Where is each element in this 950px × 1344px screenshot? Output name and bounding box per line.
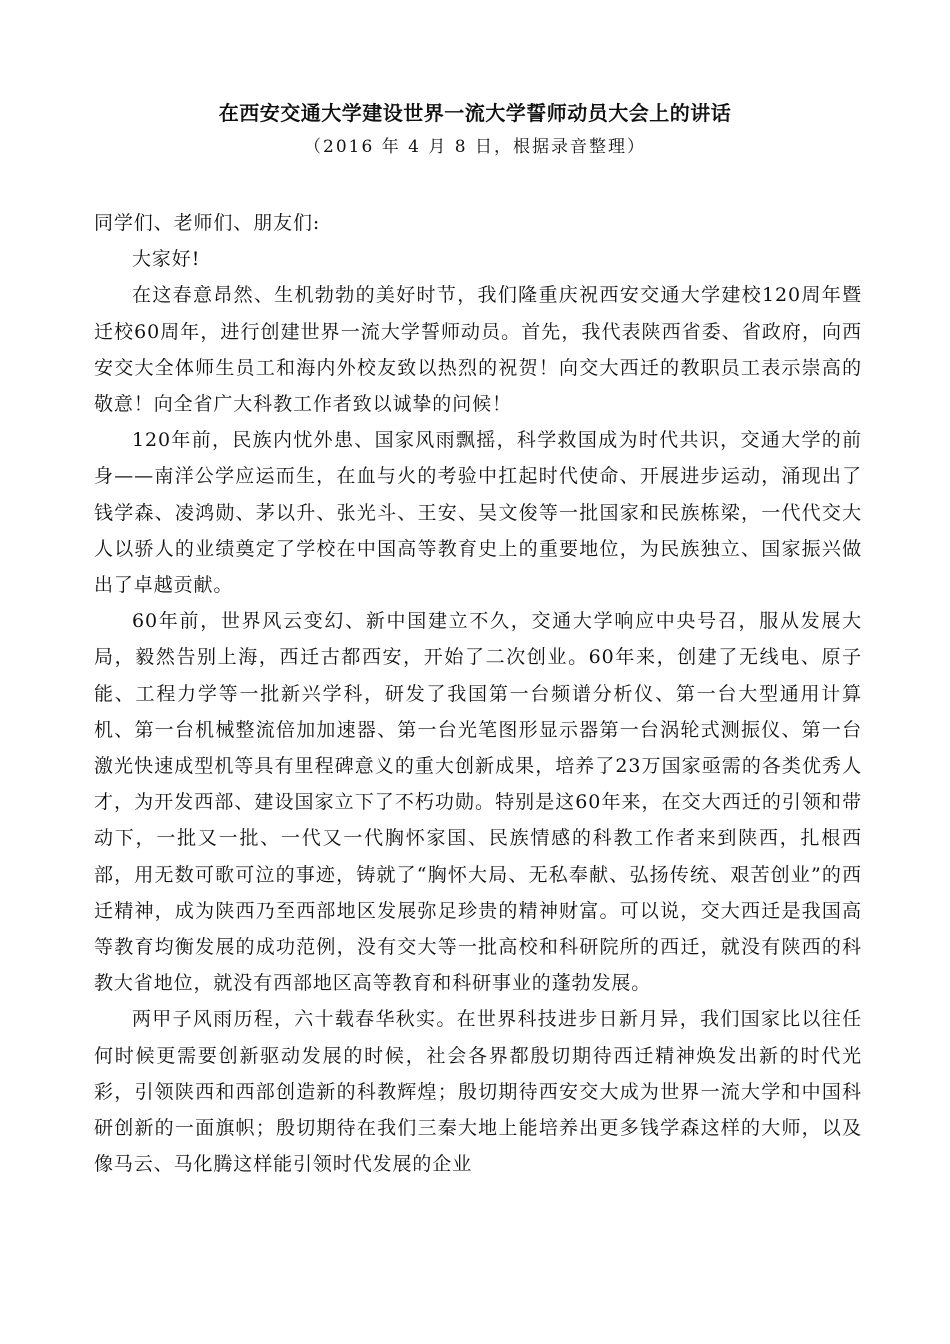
greeting: 大家好! [132, 248, 201, 271]
paragraph: 60年前，世界风云变幻、新中国建立不久，交通大学响应中央号召，服从发展大局，毅然告别上海，西迁古都西安，开始了二次创业。60年来，创建了无线电、原子能、工程力学等一批新兴学科，研发了我国第一台频谱分析仪、第一台大型通用计算机、第一台机械整流倍加加速器、第一台光笔图形显示器第一台涡轮式测振仪、第一台激光快速成型机等具有里程碑意义的重大创新成果，培养了23万国家亟需的各类优秀人才，为开发西部、建设国家立下了不朽功勋。特别是这60年来，在交大西迁的引领和带动下，一批又一批、一代又一代胸怀家国、民族情感的科教工作者来到陕西，扎根西部，用无数可歌可泣的事迹，铸就了“胸怀大局、无私奉献、弘扬传统、艰苦创业”的西迁精神，成为陕西乃至西部地区发展弥足珍贵的精神财富。可以说，交大西迁是我国高等教育均衡发展的成功范例，没有交大等一批高校和科研院所的西迁，就没有陕西的科教大省地位，就没有西部地区高等教育和科研事业的蓬勃发展。 [94, 610, 862, 995]
salutation: 同学们、老师们、朋友们: [94, 212, 321, 234]
paragraph: 两甲子风雨历程，六十载春华秋实。在世界科技进步日新月异，我们国家比以往任何时候更需要创新驱动发展的时候，社会各界都殷切期待西迁精神焕发出新的时代光彩，引领陕西和西部创造新的科教辉煌；殷切期待西安交大成为世界一流大学和中国科研创新的一面旗帜；殷切期待在我们三秦大地上能培养出更多钱学森这样的大师，以及像马云、马化腾这样能引领时代发展的企业 [94, 1008, 862, 1176]
paragraph: 120年前，民族内忧外患、国家风雨飘摇，科学救国成为时代共识，交通大学的前身——南洋公学应运而生，在血与火的考验中扛起时代使命、开展进步运动，涌现出了钱学森、凌鸿勋、茅以升、张光斗、王安、吴文俊等一批国家和民族栋梁，一代代交大人以骄人的业绩奠定了学校在中国高等教育史上的重要地位，为民族独立、国家振兴做出了卓越贡献。 [94, 429, 862, 597]
document-body [94, 205, 862, 1182]
document-title: 在西安交通大学建设世界一流大学誓师动员大会上的讲话 [218, 101, 732, 125]
paragraph: 在这春意昂然、生机勃勃的美好时节，我们隆重庆祝西安交通大学建校120周年暨迁校60周年，进行创建世界一流大学誓师动员。首先，我代表陕西省委、省政府，向西安交大全体师生员工和海内外校友致以热烈的祝贺！向交大西迁的教职员工表示崇高的敬意！向全省广大科教工作者致以诚挚的问候！ [94, 284, 862, 416]
document-subtitle: （2016 年 4 月 8 日，根据录音整理） [304, 137, 646, 157]
